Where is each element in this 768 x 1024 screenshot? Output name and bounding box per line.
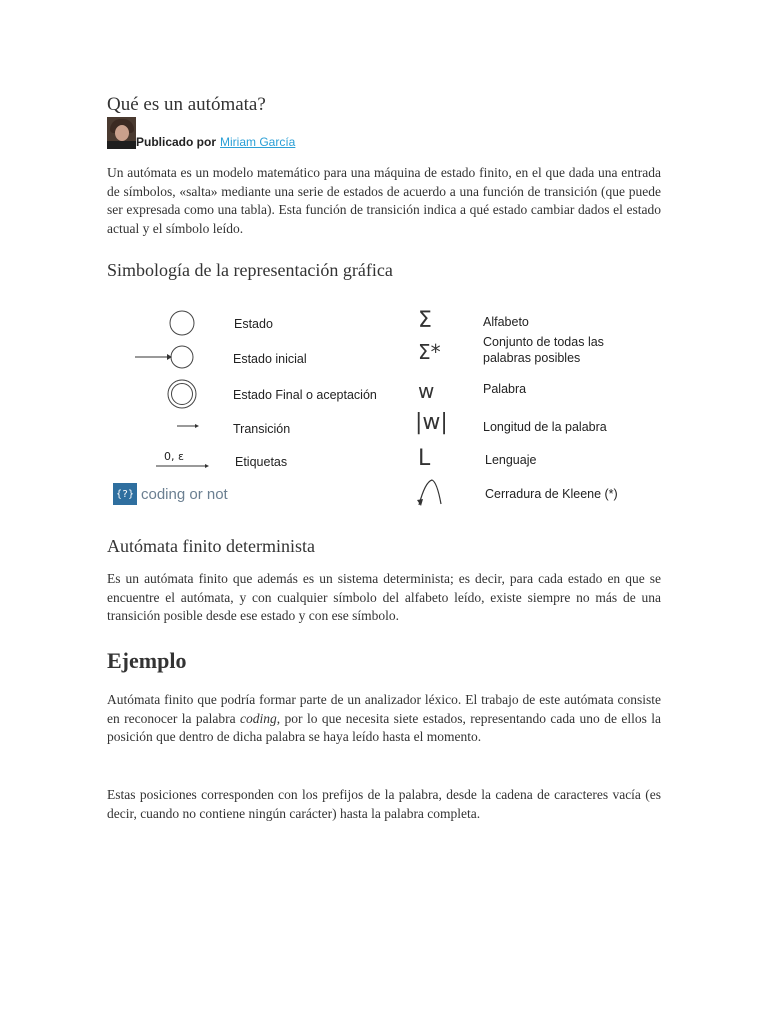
byline — [107, 117, 295, 149]
logo-text: coding or not — [141, 485, 228, 503]
sigma-symbol: Σ — [418, 308, 432, 333]
legend-estado: Estado — [234, 317, 273, 331]
final-state-inner-icon — [172, 384, 193, 405]
legend-kleene: Cerradura de Kleene (*) — [485, 487, 618, 501]
legend-palabra: Palabra — [483, 382, 527, 396]
symbology-legend — [107, 300, 667, 520]
legend-lenguaje: Lenguaje — [485, 453, 537, 467]
sigma-star-symbol: Σ* — [418, 340, 441, 364]
example-paragraph-2: Estas posiciones corresponden con los prefijos de la palabra, desde la cadena de caracteres vacía (es decir, cuando no contiene ningún carácter) hasta la palabra completa. — [107, 787, 661, 821]
avatar — [107, 117, 136, 149]
example-text-end: , por lo que necesita siete estados, representando cada uno de ellos la posición que dentro de dicha palabra se haya leído hasta el momento. — [107, 710, 661, 744]
state-circle-icon — [170, 311, 194, 335]
example-text-start: Autómata finito que podría formar parte de un analizador léxico. El trabajo de este autómata consiste en reconocer la palabra — [107, 692, 661, 726]
legend-estado-final: Estado Final o aceptación — [233, 388, 377, 402]
legend-conjunto: Conjunto de todas las palabras posibles — [483, 335, 604, 365]
legend-longitud: Longitud de la palabra — [483, 420, 607, 434]
length-symbol: |w| — [415, 410, 448, 435]
label-example: 0, ε — [164, 450, 184, 463]
l-symbol: L — [418, 446, 431, 471]
w-symbol: w — [418, 379, 435, 403]
legend-alfabeto: Alfabeto — [483, 315, 529, 329]
legend-transicion: Transición — [233, 422, 291, 436]
logo-icon: {?} — [113, 483, 137, 505]
byline-prefix: Publicado por — [136, 135, 217, 149]
final-state-outer-icon — [168, 380, 196, 408]
initial-state-circle-icon — [171, 346, 193, 368]
legend-estado-inicial: Estado inicial — [233, 352, 307, 366]
afd-heading: Autómata finito determinista — [107, 536, 315, 556]
symbology-heading: Simbología de la representación gráfica — [107, 260, 393, 280]
example-heading: Ejemplo — [107, 648, 187, 673]
author-link[interactable]: Miriam García — [220, 135, 296, 149]
example-keyword: coding — [240, 710, 277, 726]
legend-etiquetas: Etiquetas — [235, 455, 288, 469]
coding-or-not-logo — [113, 483, 228, 505]
example-paragraph-1 — [107, 691, 661, 747]
intro-paragraph: Un autómata es un modelo matemático para una máquina de estado finito, en el que dada una entrada de símbolos, «salta» mediante una serie de estados de acuerdo a una función de transición (que puede ser expresada como una tabla). Esta función de transición indica a qué estado cambiar dados el estado actual y el símbolo leído. — [107, 165, 661, 236]
page-title: Qué es un autómata? — [107, 94, 266, 115]
afd-paragraph: Es un autómata finito que además es un sistema determinista; es decir, para cada estado en que se encuentre el autómata, y con cualquier símbolo del alfabeto leído, existe siempre no más de una transición posible desde ese estado y con ese símbolo. — [107, 571, 661, 623]
